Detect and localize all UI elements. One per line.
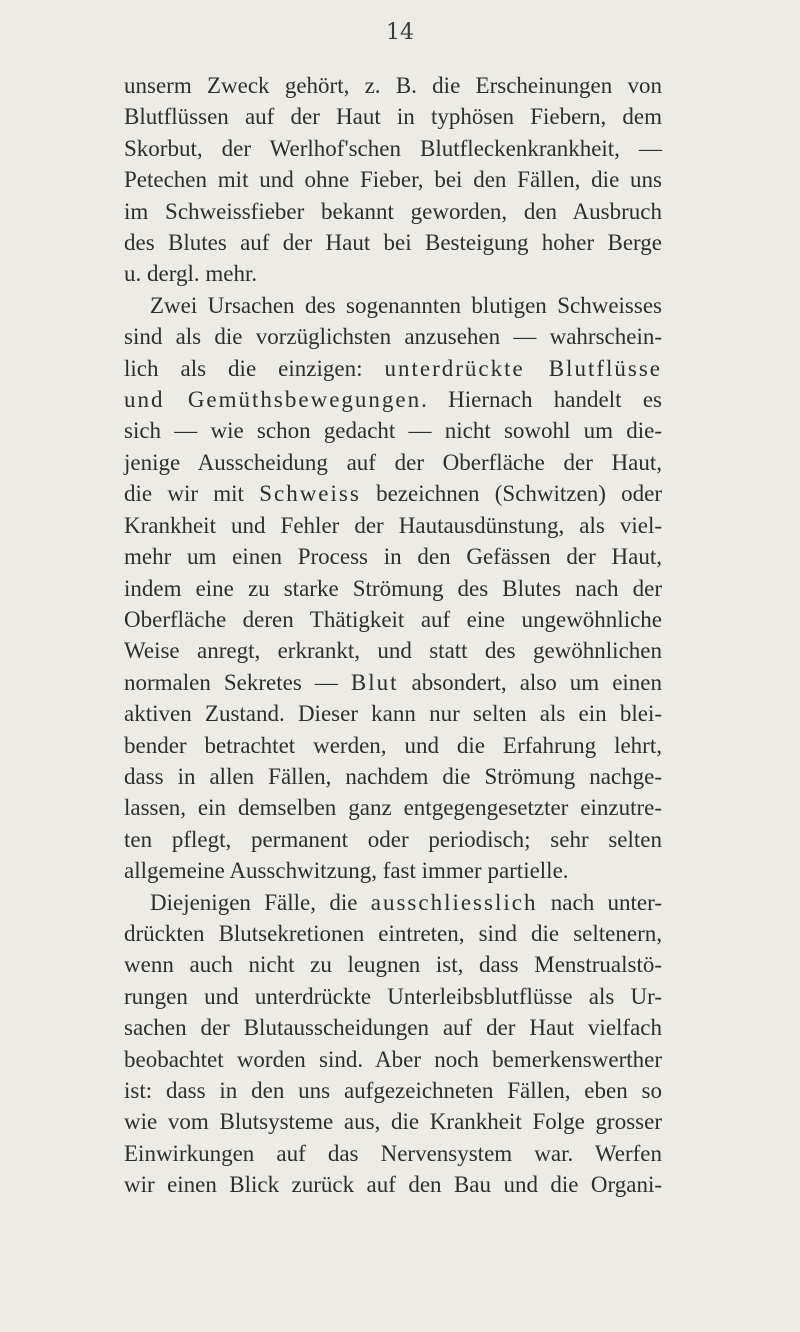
- text-line: jenige Ausscheidung auf der Oberfläche der Haut,: [124, 449, 662, 475]
- text-line: Krankheit und Fehler der Hautausdünstung, als viel-: [124, 512, 662, 538]
- text-line: Oberfläche deren Thätigkeit auf eine ungewöhnliche: [124, 606, 662, 632]
- text-line: rungen und unterdrückte Unterleibsblutflüsse als Ur-: [124, 983, 662, 1009]
- text-line: mehr um einen Process in den Gefässen der Haut,: [124, 544, 662, 570]
- text-line: [124, 667, 662, 698]
- text-line: bender betrachtet werden, und die Erfahrung lehrt,: [124, 732, 662, 758]
- line-text: . Hiernach handelt es: [421, 387, 662, 413]
- spaced-emphasis: Schweiss: [259, 481, 361, 507]
- text-line: wir einen Blick zurück auf den Bau und die Organi-: [124, 1172, 662, 1198]
- text-line: drückten Blutsekretionen eintreten, sind die seltenern,: [124, 920, 662, 946]
- text-line: des Blutes auf der Haut bei Besteigung hoher Berge: [124, 230, 662, 256]
- text-line: Weise anregt, erkrankt, und statt des gewöhnlichen: [124, 638, 662, 664]
- text-line: u. dergl. mehr.: [124, 261, 258, 287]
- line-text: bezeichnen (Schwitzen) oder: [360, 481, 662, 507]
- paragraph-2: [124, 290, 662, 887]
- spaced-emphasis: Blut: [350, 669, 399, 695]
- text-line: unserm Zweck gehört, z. B. die Erscheinungen von: [124, 73, 662, 98]
- text-line: allgemeine Ausschwitzung, fast immer partielle.: [124, 858, 569, 884]
- text-line: [124, 353, 662, 384]
- text-line: im Schweissfieber bekannt geworden, den Ausbruch: [124, 198, 662, 224]
- spaced-emphasis: unterdrückte Blutflüsse: [384, 355, 662, 381]
- text-line: lassen, ein demselben ganz entgegengesetzter einzutre-: [124, 795, 662, 821]
- text-line: Einwirkungen auf das Nervensystem war. Werfen: [124, 1140, 662, 1166]
- line-text: nach unter-: [537, 889, 662, 915]
- line-text: Diejenigen Fälle, die: [150, 889, 371, 915]
- text-line: sich — wie schon gedacht — nicht sowohl um die-: [124, 418, 662, 444]
- paragraph-1: [124, 70, 662, 290]
- text-line: beobachtet worden sind. Aber noch bemerkenswerther: [124, 1046, 662, 1072]
- text-line: sachen der Blutausscheidungen auf der Haut vielfach: [124, 1015, 662, 1041]
- text-line: [124, 478, 662, 509]
- text-line: aktiven Zustand. Dieser kann nur selten als ein blei-: [124, 701, 662, 727]
- body-text: [124, 70, 662, 1201]
- text-line: indem eine zu starke Strömung des Blutes nach der: [124, 575, 662, 601]
- text-line: [124, 887, 662, 918]
- text-line: Skorbut, der Werlhof'schen Blutfleckenkrankheit, —: [124, 135, 662, 161]
- text-line: sind als die vorzüglichsten anzusehen — wahrschein-: [124, 324, 662, 350]
- spaced-emphasis: und Gemüthsbewegungen: [124, 387, 422, 413]
- line-text: lich als die einzigen:: [124, 355, 385, 381]
- text-line: wie vom Blutsysteme aus, die Krankheit Folge grosser: [124, 1109, 662, 1135]
- spaced-emphasis: ausschliesslich: [370, 889, 538, 915]
- line-text: Zwei Ursachen des sogenannten blutigen Schweisses: [150, 292, 662, 318]
- text-line: [124, 384, 662, 415]
- text-line: Petechen mit und ohne Fieber, bei den Fällen, die uns: [124, 167, 662, 193]
- page-number: 14: [386, 20, 414, 45]
- text-line: [124, 290, 662, 321]
- line-text: absondert, also um einen: [398, 669, 662, 695]
- line-text: die wir mit: [124, 481, 260, 507]
- paragraph-3: [124, 887, 662, 1201]
- text-line: ist: dass in den uns aufgezeichneten Fällen, eben so: [124, 1078, 662, 1103]
- line-text: normalen Sekretes —: [124, 669, 351, 695]
- text-line: dass in allen Fällen, nachdem die Strömung nachge-: [124, 763, 662, 789]
- text-line: wenn auch nicht zu leugnen ist, dass Menstrualstö-: [124, 952, 662, 978]
- text-line: Blutflüssen auf der Haut in typhösen Fiebern, dem: [124, 104, 662, 130]
- text-line: ten pflegt, permanent oder periodisch; sehr selten: [124, 826, 662, 852]
